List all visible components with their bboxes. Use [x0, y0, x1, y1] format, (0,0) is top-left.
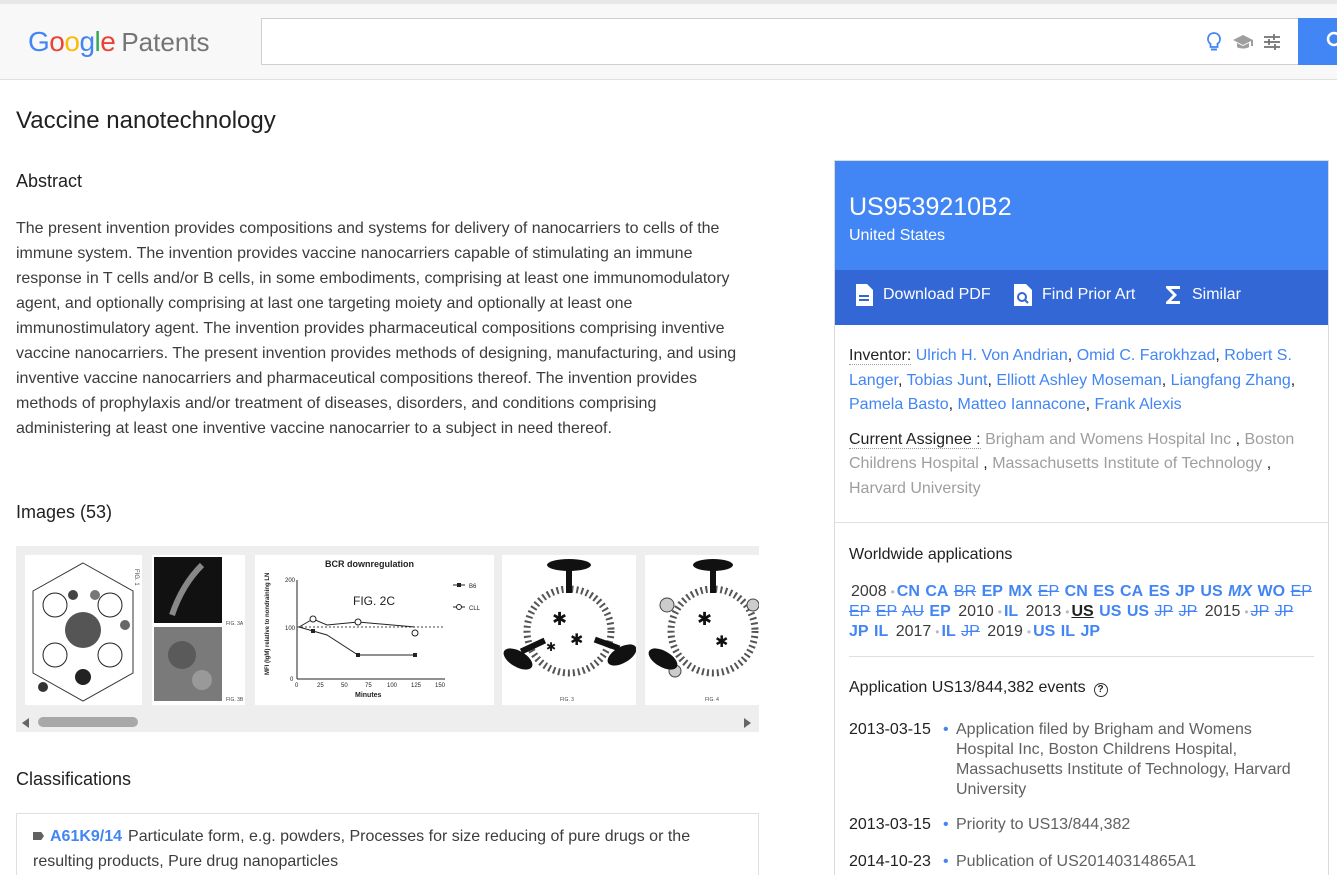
classification-code-link[interactable]: A61K9/14: [50, 828, 123, 845]
application-link[interactable]: US: [1033, 623, 1056, 640]
thumbnail-ytick: 100: [285, 626, 296, 632]
images-carousel[interactable]: [16, 546, 759, 732]
scrollbar-thumb[interactable]: [38, 717, 138, 727]
application-link[interactable]: EP: [981, 583, 1003, 600]
bullet-icon: •: [943, 816, 949, 833]
document-search-icon: [1012, 283, 1034, 307]
graduation-cap-icon[interactable]: [1232, 31, 1254, 53]
assignee-name[interactable]: Harvard University: [849, 479, 981, 497]
events-heading-text: Application US13/844,382 events: [849, 679, 1086, 696]
bullet-icon: •: [1065, 605, 1070, 619]
assignee-name[interactable]: Massachusetts Institute of Technology: [992, 455, 1263, 472]
bullet-icon: •: [935, 625, 940, 639]
action-bar: [835, 270, 1328, 325]
thumbnail-xtick: 75: [365, 683, 372, 689]
thumbnail-chart-label: FIG. 2C: [353, 594, 396, 608]
classification-description: Particulate form, e.g. powders, Processes for size reducing of pure drugs or the resulting products, Pure drug nanoparticles: [33, 828, 691, 870]
thumbnail-xtick: 125: [411, 683, 422, 689]
patent-title: Vaccine nanotechnology: [16, 107, 276, 134]
application-link[interactable]: ES: [1093, 583, 1115, 600]
inventor-link[interactable]: Elliott Ashley Moseman: [996, 371, 1162, 389]
event-text: Priority to US13/844,382: [956, 816, 1131, 833]
patent-info-card: [834, 160, 1329, 875]
application-link[interactable]: US: [1126, 603, 1150, 620]
image-thumbnail[interactable]: [255, 555, 494, 705]
application-link[interactable]: JP: [1080, 623, 1101, 640]
thumbnail-caption: FIG. 4: [705, 697, 719, 703]
application-link[interactable]: EP: [929, 603, 951, 620]
worldwide-applications: [849, 582, 1319, 642]
application-link[interactable]: JP: [1250, 603, 1270, 620]
search-button[interactable]: [1298, 18, 1337, 65]
application-link[interactable]: IL: [1003, 603, 1019, 620]
assignee-label: Current Assignee :: [849, 430, 981, 448]
application-link[interactable]: BR: [953, 583, 977, 600]
application-link[interactable]: CN: [1064, 583, 1088, 600]
carousel-scrollbar[interactable]: [16, 714, 759, 730]
inventor-link[interactable]: Omid C. Farokhzad: [1076, 347, 1216, 364]
application-link[interactable]: EP: [1290, 583, 1312, 600]
inventor-label: Inventor:: [849, 347, 912, 364]
thumbnail-xtick: 150: [435, 683, 446, 689]
similar-label: Similar: [1192, 286, 1241, 303]
application-year: 2013: [1025, 603, 1062, 620]
worldwide-heading: Worldwide applications: [849, 546, 1013, 563]
application-link[interactable]: IL: [941, 623, 956, 640]
classification-item: [16, 813, 759, 875]
abstract-text: The present invention provides compositions and systems for delivery of nanocarriers to cells of the immune system. The invention provides vaccine nanocarriers capable of stimulating an immune response in T cells and/or B cells, in some embodiments, comprising at least one immunomodulatory agent, and optionally comprising at last one targeting moiety and optionally at least one immunostimulatory agent. The invention provides pharmaceutical compositions comprising inventive vaccine nanocarriers. The present invention provides methods of designing, manufacturing, and using inventive vaccine nanocarriers and pharmaceutical compositions thereof. The invention provides methods of prophylaxis and/or treatment of diseases, disorders, and conditions comprising administering at least one inventive vaccine nanocarrier to a subject in need thereof.: [16, 220, 737, 437]
application-link[interactable]: MX: [1008, 583, 1033, 600]
scroll-left-icon[interactable]: [22, 718, 29, 728]
application-link[interactable]: CA: [1120, 583, 1144, 600]
thumbnail-xtick: 100: [387, 683, 398, 689]
download-pdf-button[interactable]: [883, 286, 991, 304]
application-link[interactable]: CN: [896, 583, 920, 600]
application-link[interactable]: US: [1071, 603, 1094, 620]
application-year: 2008: [851, 583, 887, 600]
search-input[interactable]: [272, 27, 1192, 57]
application-link[interactable]: ES: [1148, 583, 1170, 600]
image-thumbnail[interactable]: [645, 555, 759, 705]
thumbnail-legend: B6: [469, 584, 477, 590]
thumbnail-xtick: 50: [341, 683, 348, 689]
assignee-name[interactable]: Brigham and Womens Hospital Inc: [985, 430, 1232, 448]
application-year: 2010: [958, 603, 994, 620]
svg-text:✱: ✱: [546, 640, 557, 654]
thumbnail-xtick: 0: [295, 683, 299, 689]
application-year: 2019: [987, 623, 1023, 640]
application-link[interactable]: JP: [1178, 603, 1198, 620]
divider: [849, 656, 1314, 657]
bullet-icon: •: [943, 853, 949, 870]
tune-icon[interactable]: [1261, 31, 1283, 53]
application-link[interactable]: JP: [849, 623, 869, 640]
event-date: 2013-03-15: [849, 816, 931, 833]
image-thumbnail[interactable]: [502, 555, 636, 705]
application-link[interactable]: IL: [874, 623, 889, 640]
patent-number: US9539210B2: [849, 193, 1012, 221]
application-link[interactable]: EP: [875, 603, 898, 620]
thumbnail-ytick: 200: [285, 578, 296, 584]
application-link[interactable]: JP: [1175, 583, 1195, 600]
application-link[interactable]: EP: [1037, 583, 1060, 600]
lightbulb-icon[interactable]: [1203, 31, 1225, 53]
bullet-icon: •: [997, 605, 1002, 619]
event-text: Publication of US20140314865A1: [956, 853, 1197, 870]
inventor-link[interactable]: Matteo Iannacone: [957, 396, 1086, 413]
thumbnail-xlabel: Minutes: [355, 692, 382, 699]
application-link[interactable]: US: [1099, 603, 1122, 620]
find-prior-art-label: Find Prior Art: [1042, 286, 1136, 303]
svg-text:✱: ✱: [570, 632, 584, 649]
svg-text:✱: ✱: [552, 609, 568, 629]
thumbnail-ylabel: MFI (IgM) relative to nondraining LN: [265, 572, 271, 675]
application-link[interactable]: JP: [961, 623, 980, 640]
logo-product: Patents: [121, 27, 210, 57]
application-link[interactable]: EP: [849, 603, 871, 620]
search-box: [261, 18, 1301, 65]
events-heading: [849, 679, 1108, 697]
thumbnail-xtick: 25: [317, 683, 324, 689]
application-link[interactable]: MX: [1228, 583, 1253, 600]
find-prior-art-button[interactable]: [1042, 286, 1135, 304]
scroll-right-icon[interactable]: [744, 718, 751, 728]
bullet-icon: •: [943, 721, 949, 738]
people-section: [849, 344, 1314, 501]
application-link[interactable]: JP: [1274, 603, 1294, 620]
thumbnail-chart-title: BCR downregulation: [325, 559, 414, 569]
inventor-link[interactable]: Robert S. Langer: [849, 347, 1292, 389]
inventor-link[interactable]: Pamela Basto: [849, 396, 949, 413]
similar-button[interactable]: [1192, 286, 1241, 304]
application-year: 2015: [1204, 603, 1241, 620]
thumbnail-caption: FIG. 1: [133, 569, 139, 586]
application-year: 2017: [895, 623, 932, 640]
thumbnail-legend: CLL: [469, 606, 481, 612]
google-patents-logo[interactable]: [28, 26, 210, 58]
bullet-icon: •: [890, 585, 895, 599]
thumbnail-caption: FIG. 3B: [226, 697, 244, 703]
inventors-row: Inventor: Ulrich H. Von Andrian, Omid C. Farokhzad, Robert S. Langer, Tobias Junt, Elliott Ashley Moseman, Liangfang Zhang, Pamela Basto, Matteo Iannacone, Frank Alexis: [849, 347, 1296, 413]
application-link[interactable]: WO: [1257, 583, 1286, 600]
divider: [835, 522, 1328, 523]
event-date: 2014-10-23: [849, 853, 931, 870]
header: [0, 0, 1337, 80]
thumbnail-caption: FIG. 3A: [226, 621, 244, 627]
image-thumbnail[interactable]: [25, 555, 142, 705]
inventor-link[interactable]: Tobias Junt: [906, 371, 988, 389]
assignee-name[interactable]: Boston Childrens Hospital: [849, 430, 1295, 472]
inventor-link[interactable]: Liangfang Zhang: [1170, 371, 1291, 389]
application-link[interactable]: JP: [1154, 603, 1174, 620]
images-heading: Images (53): [16, 502, 113, 522]
tag-icon: [33, 832, 44, 840]
svg-text:✱: ✱: [715, 634, 729, 651]
inventor-link[interactable]: Ulrich H. Von Andrian: [915, 347, 1068, 364]
event-date: 2013-03-15: [849, 721, 931, 738]
image-thumbnail[interactable]: [152, 555, 245, 705]
application-link[interactable]: CA: [925, 583, 949, 600]
patent-header: [835, 161, 1328, 270]
svg-text:✱: ✱: [697, 609, 713, 629]
assignees-row: Current Assignee : Brigham and Womens Hospital Inc , Boston Childrens Hospital , Massachusetts Institute of Technology , Harvard University: [849, 430, 1295, 497]
classifications-heading: Classifications: [16, 769, 132, 789]
patent-country: United States: [849, 227, 946, 244]
search-icon: [1326, 31, 1337, 51]
thumbnail-ytick: 0: [290, 677, 294, 683]
sigma-icon: [1162, 283, 1184, 307]
abstract-heading: Abstract: [16, 171, 83, 191]
event-text: Application filed by Brigham and Womens Hospital Inc, Boston Childrens Hospital, Massachusetts Institute of Technology, Harvard University: [956, 721, 1291, 798]
download-pdf-label: Download PDF: [883, 286, 991, 303]
application-link[interactable]: IL: [1060, 623, 1075, 640]
inventor-link[interactable]: Frank Alexis: [1094, 396, 1182, 413]
document-icon: [853, 283, 875, 307]
help-icon[interactable]: ?: [1094, 683, 1108, 697]
application-link[interactable]: US: [1200, 583, 1223, 600]
application-link[interactable]: AU: [901, 603, 924, 620]
logo-wordmark: Google: [28, 26, 116, 57]
thumbnail-caption: FIG. 3: [560, 697, 574, 703]
bullet-icon: •: [1026, 625, 1032, 639]
bullet-icon: •: [1244, 605, 1249, 619]
